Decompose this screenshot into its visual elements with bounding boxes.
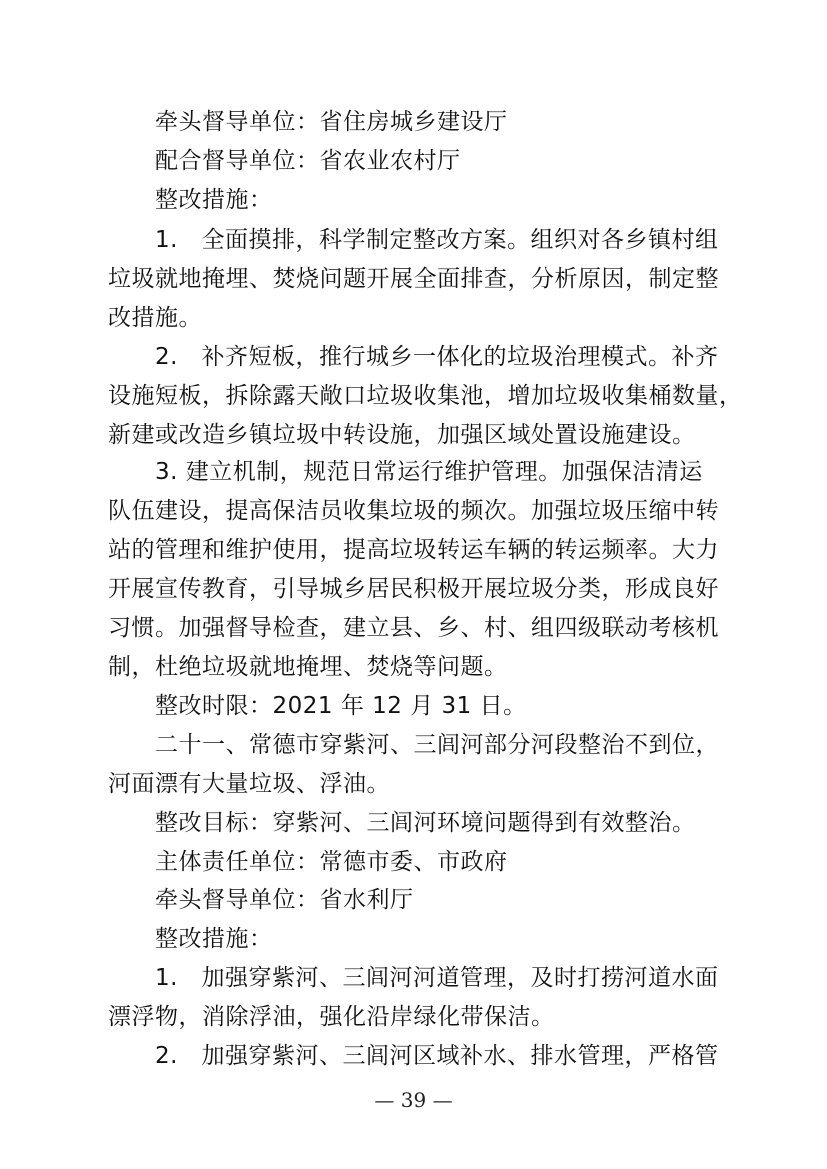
text-line: 1. 全面摸排，科学制定整改方案。组织对各乡镇村组	[155, 227, 719, 253]
text-line: 2. 加强穿紫河、三闾河区域补水、排水管理，严格管	[155, 1043, 719, 1069]
text-line: 2. 补齐短板，推行城乡一体化的垃圾治理模式。补齐	[155, 344, 719, 370]
text-line: 改措施。	[108, 305, 202, 331]
text-line: 整改措施：	[155, 187, 273, 213]
text-line: 二十一、常德市穿紫河、三闾河部分河段整治不到位，	[155, 732, 719, 758]
text-line: 配合督导单位：省农业农村厅	[155, 148, 461, 174]
text-line: 开展宣传教育，引导城乡居民积极开展垃圾分类，形成良好	[108, 576, 719, 602]
text-line: 习惯。加强督导检查，建立县、乡、村、组四级联动考核机	[108, 615, 719, 641]
text-line: 整改措施：	[155, 926, 273, 952]
text-line: 设施短板，拆除露天敞口垃圾收集池，增加垃圾收集桶数量，	[108, 383, 743, 409]
text-line: 牵头督导单位：省住房城乡建设厅	[155, 109, 508, 135]
text-line: 队伍建设，提高保洁员收集垃圾的频次。加强垃圾压缩中转	[108, 498, 719, 524]
text-line: 牵头督导单位：省水利厅	[155, 887, 414, 913]
text-line: 整改时限：2021 年 12 月 31 日。	[155, 693, 527, 719]
page-number: — 39 —	[374, 1088, 453, 1112]
text-line: 新建或改造乡镇垃圾中转设施，加强区域处置设施建设。	[108, 422, 696, 448]
text-line: 主体责任单位：常德市委、市政府	[155, 849, 508, 875]
text-line: 1. 加强穿紫河、三闾河河道管理，及时打捞河道水面	[155, 965, 719, 991]
text-line: 漂浮物，消除浮油，强化沿岸绿化带保洁。	[108, 1004, 555, 1030]
text-line: 河面漂有大量垃圾、浮油。	[108, 771, 390, 797]
text-line: 站的管理和维护使用，提高垃圾转运车辆的转运频率。大力	[108, 537, 719, 563]
text-line: 制，杜绝垃圾就地掩埋、焚烧等问题。	[108, 654, 508, 680]
text-line: 3. 建立机制，规范日常运行维护管理。加强保洁清运	[155, 459, 703, 485]
text-line: 整改目标：穿紫河、三闾河环境问题得到有效整治。	[155, 810, 696, 836]
text-line: 垃圾就地掩埋、焚烧问题开展全面排查，分析原因，制定整	[108, 266, 719, 292]
